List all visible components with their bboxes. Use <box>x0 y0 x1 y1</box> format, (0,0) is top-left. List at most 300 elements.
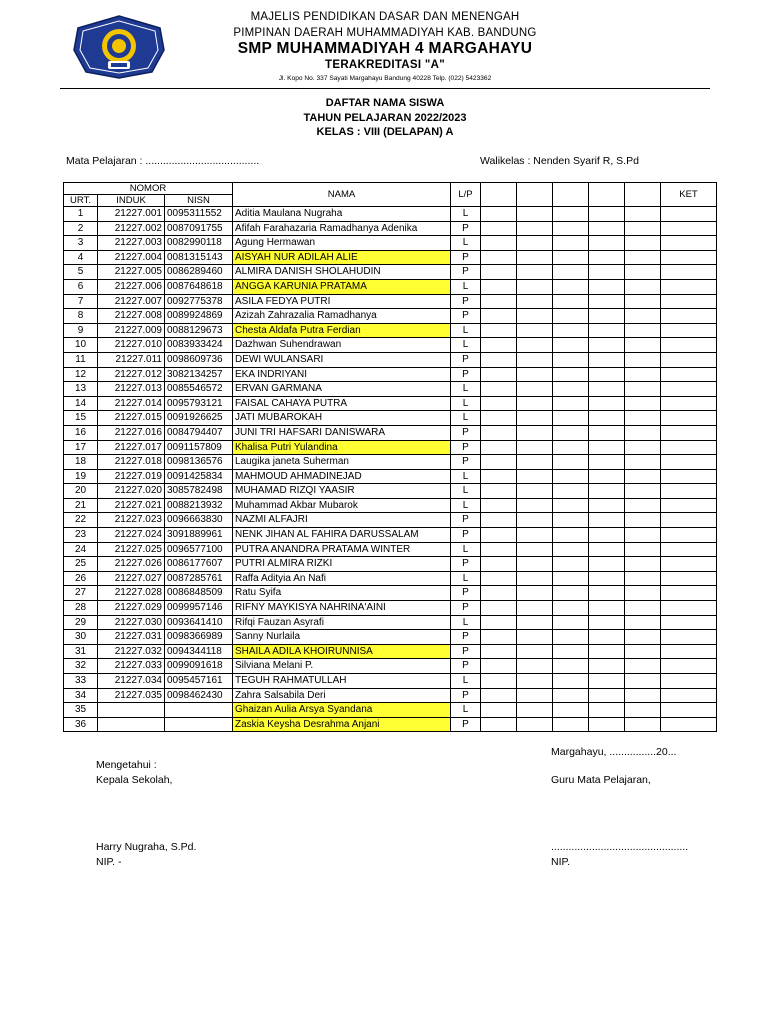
blank-cell <box>589 513 625 528</box>
table-row <box>64 615 717 630</box>
header-lp: L/P <box>451 183 481 207</box>
blank-cell <box>517 571 553 586</box>
gender-cell: P <box>451 367 481 382</box>
name-cell: Agung Hermawan <box>233 236 451 251</box>
table-row <box>64 411 717 426</box>
row-number: 25 <box>64 557 98 572</box>
table-row <box>64 338 717 353</box>
blank-cell <box>517 484 553 499</box>
blank-cell <box>589 352 625 367</box>
blank-cell <box>553 688 589 703</box>
ket-cell <box>661 396 717 411</box>
gender-cell: P <box>451 659 481 674</box>
teacher-name: ............................................... <box>551 841 689 853</box>
header-nama: NAMA <box>233 183 451 207</box>
gender-cell: L <box>451 323 481 338</box>
blank-cell <box>589 484 625 499</box>
blank-cell <box>481 630 517 645</box>
blank-cell <box>625 352 661 367</box>
ket-cell <box>661 455 717 470</box>
blank-cell <box>553 440 589 455</box>
nisn-cell: 0091425834 <box>165 469 233 484</box>
blank-cell <box>481 279 517 294</box>
name-cell: Afifah Farahazaria Ramadhanya Adenika <box>233 221 451 236</box>
blank-cell <box>517 688 553 703</box>
blank-cell <box>517 703 553 718</box>
gender-cell: L <box>451 469 481 484</box>
blank-cell <box>589 542 625 557</box>
blank-cell <box>589 659 625 674</box>
blank-cell <box>481 440 517 455</box>
induk-cell: 21227.028 <box>98 586 165 601</box>
row-number: 10 <box>64 338 98 353</box>
gender-cell: L <box>451 498 481 513</box>
row-number: 15 <box>64 411 98 426</box>
blank-cell <box>589 703 625 718</box>
nisn-cell <box>165 717 233 732</box>
blank-cell <box>553 615 589 630</box>
nisn-cell: 0086848509 <box>165 586 233 601</box>
induk-cell: 21227.029 <box>98 601 165 616</box>
header-urt: URT. <box>64 195 98 207</box>
table-row <box>64 382 717 397</box>
blank-cell <box>481 265 517 280</box>
nisn-cell: 0095793121 <box>165 396 233 411</box>
table-row <box>64 367 717 382</box>
row-number: 6 <box>64 279 98 294</box>
blank-cell <box>481 586 517 601</box>
blank-cell <box>625 425 661 440</box>
accreditation: TERAKREDITASI "A" <box>325 59 445 71</box>
name-cell: ALMIRA DANISH SHOLAHUDIN <box>233 265 451 280</box>
name-cell: AISYAH NUR ADILAH ALIE <box>233 250 451 265</box>
name-cell: NENK JIHAN AL FAHIRA DARUSSALAM <box>233 528 451 543</box>
gender-cell: L <box>451 207 481 222</box>
blank-cell <box>553 236 589 251</box>
blank-cell <box>517 338 553 353</box>
row-number: 23 <box>64 528 98 543</box>
blank-cell <box>517 236 553 251</box>
school-logo-icon <box>72 14 166 80</box>
doc-title: DAFTAR NAMA SISWA <box>325 97 445 109</box>
induk-cell: 21227.016 <box>98 425 165 440</box>
row-number: 27 <box>64 586 98 601</box>
table-row <box>64 674 717 689</box>
row-number: 13 <box>64 382 98 397</box>
name-cell: Sanny Nurlaila <box>233 630 451 645</box>
nisn-cell: 0095457161 <box>165 674 233 689</box>
gender-cell: P <box>451 513 481 528</box>
ket-cell <box>661 294 717 309</box>
row-number: 36 <box>64 717 98 732</box>
table-row <box>64 571 717 586</box>
header-line-2: PIMPINAN DAERAH MUHAMMADIYAH KAB. BANDUNG <box>233 27 537 39</box>
blank-cell <box>481 294 517 309</box>
blank-cell <box>589 309 625 324</box>
blank-cell <box>517 513 553 528</box>
gender-cell: P <box>451 425 481 440</box>
ket-cell <box>661 630 717 645</box>
ket-cell <box>661 542 717 557</box>
gender-cell: P <box>451 688 481 703</box>
blank-cell <box>517 455 553 470</box>
blank-cell <box>589 294 625 309</box>
ket-cell <box>661 236 717 251</box>
ket-cell <box>661 221 717 236</box>
induk-cell: 21227.021 <box>98 498 165 513</box>
blank-cell <box>553 674 589 689</box>
gender-cell: L <box>451 236 481 251</box>
header-blank <box>553 183 589 207</box>
blank-cell <box>517 352 553 367</box>
table-row <box>64 601 717 616</box>
table-row <box>64 469 717 484</box>
row-number: 4 <box>64 250 98 265</box>
induk-cell <box>98 717 165 732</box>
row-number: 26 <box>64 571 98 586</box>
ket-cell <box>661 498 717 513</box>
gender-cell: P <box>451 586 481 601</box>
blank-cell <box>517 396 553 411</box>
subject-field: Mata Pelajaran : ....................................... <box>66 155 260 167</box>
blank-cell <box>625 236 661 251</box>
row-number: 16 <box>64 425 98 440</box>
induk-cell: 21227.001 <box>98 207 165 222</box>
induk-cell: 21227.026 <box>98 557 165 572</box>
table-row <box>64 250 717 265</box>
induk-cell: 21227.018 <box>98 455 165 470</box>
ket-cell <box>661 440 717 455</box>
row-number: 11 <box>64 352 98 367</box>
blank-cell <box>481 528 517 543</box>
class-name: KELAS : VIII (DELAPAN) A <box>316 126 454 138</box>
name-cell: Zaskia Keysha Desrahma Anjani <box>233 717 451 732</box>
header-nomor: NOMOR <box>64 183 233 195</box>
row-number: 30 <box>64 630 98 645</box>
student-table <box>63 182 717 732</box>
blank-cell <box>589 207 625 222</box>
gender-cell: P <box>451 528 481 543</box>
header-blank <box>589 183 625 207</box>
blank-cell <box>481 367 517 382</box>
nisn-cell: 0098462430 <box>165 688 233 703</box>
induk-cell: 21227.013 <box>98 382 165 397</box>
blank-cell <box>481 411 517 426</box>
induk-cell: 21227.003 <box>98 236 165 251</box>
gender-cell: P <box>451 221 481 236</box>
blank-cell <box>589 557 625 572</box>
blank-cell <box>589 455 625 470</box>
nisn-cell: 0086177607 <box>165 557 233 572</box>
row-number: 2 <box>64 221 98 236</box>
ket-cell <box>661 367 717 382</box>
blank-cell <box>589 688 625 703</box>
principal-title: Kepala Sekolah, <box>96 774 173 786</box>
blank-cell <box>517 586 553 601</box>
blank-cell <box>481 455 517 470</box>
table-row <box>64 542 717 557</box>
row-number: 18 <box>64 455 98 470</box>
row-number: 22 <box>64 513 98 528</box>
blank-cell <box>553 352 589 367</box>
ket-cell <box>661 528 717 543</box>
row-number: 8 <box>64 309 98 324</box>
gender-cell: P <box>451 265 481 280</box>
blank-cell <box>625 294 661 309</box>
ket-cell <box>661 659 717 674</box>
induk-cell: 21227.007 <box>98 294 165 309</box>
blank-cell <box>625 688 661 703</box>
blank-cell <box>481 659 517 674</box>
table-row <box>64 323 717 338</box>
blank-cell <box>625 674 661 689</box>
table-row <box>64 630 717 645</box>
blank-cell <box>481 382 517 397</box>
gender-cell: L <box>451 396 481 411</box>
blank-cell <box>517 207 553 222</box>
gender-cell: P <box>451 250 481 265</box>
blank-cell <box>481 425 517 440</box>
ket-cell <box>661 674 717 689</box>
ket-cell <box>661 338 717 353</box>
blank-cell <box>517 557 553 572</box>
blank-cell <box>589 265 625 280</box>
name-cell: Laugika janeta Suherman <box>233 455 451 470</box>
blank-cell <box>553 659 589 674</box>
blank-cell <box>553 309 589 324</box>
name-cell: JATI MUBAROKAH <box>233 411 451 426</box>
gender-cell: L <box>451 703 481 718</box>
blank-cell <box>553 250 589 265</box>
blank-cell <box>589 221 625 236</box>
nisn-cell: 0089924869 <box>165 309 233 324</box>
blank-cell <box>553 644 589 659</box>
blank-cell <box>481 644 517 659</box>
gender-cell: L <box>451 615 481 630</box>
blank-cell <box>553 513 589 528</box>
blank-cell <box>517 630 553 645</box>
blank-cell <box>517 265 553 280</box>
blank-cell <box>625 513 661 528</box>
name-cell: SHAILA ADILA KHOIRUNNISA <box>233 644 451 659</box>
ket-cell <box>661 352 717 367</box>
name-cell: JUNI TRI HAFSARI DANISWARA <box>233 425 451 440</box>
induk-cell: 21227.010 <box>98 338 165 353</box>
blank-cell <box>553 571 589 586</box>
nisn-cell: 0084794407 <box>165 425 233 440</box>
blank-cell <box>517 323 553 338</box>
nisn-cell: 0099957146 <box>165 601 233 616</box>
blank-cell <box>625 309 661 324</box>
blank-cell <box>517 615 553 630</box>
nisn-cell: 0098136576 <box>165 455 233 470</box>
name-cell: FAISAL CAHAYA PUTRA <box>233 396 451 411</box>
blank-cell <box>625 717 661 732</box>
nisn-cell: 0094344118 <box>165 644 233 659</box>
blank-cell <box>625 440 661 455</box>
gender-cell: L <box>451 571 481 586</box>
table-row <box>64 309 717 324</box>
name-cell: PUTRA ANANDRA PRATAMA WINTER <box>233 542 451 557</box>
header-line-1: MAJELIS PENDIDIKAN DASAR DAN MENENGAH <box>250 11 520 23</box>
blank-cell <box>481 542 517 557</box>
row-number: 3 <box>64 236 98 251</box>
teacher-title: Guru Mata Pelajaran, <box>551 774 651 786</box>
ket-cell <box>661 279 717 294</box>
gender-cell: P <box>451 644 481 659</box>
gender-cell: L <box>451 542 481 557</box>
header-blank <box>517 183 553 207</box>
name-cell: Aditia Maulana Nugraha <box>233 207 451 222</box>
gender-cell: P <box>451 630 481 645</box>
blank-cell <box>553 294 589 309</box>
blank-cell <box>481 469 517 484</box>
name-cell: EKA INDRIYANI <box>233 367 451 382</box>
gender-cell: L <box>451 484 481 499</box>
name-cell: Ratu Syifa <box>233 586 451 601</box>
table-row <box>64 236 717 251</box>
blank-cell <box>481 615 517 630</box>
blank-cell <box>553 396 589 411</box>
table-row <box>64 279 717 294</box>
blank-cell <box>553 221 589 236</box>
ket-cell <box>661 601 717 616</box>
gender-cell: P <box>451 352 481 367</box>
blank-cell <box>625 659 661 674</box>
induk-cell: 21227.030 <box>98 615 165 630</box>
name-cell: DEWI WULANSARI <box>233 352 451 367</box>
blank-cell <box>517 542 553 557</box>
table-row <box>64 396 717 411</box>
blank-cell <box>517 411 553 426</box>
nisn-cell <box>165 703 233 718</box>
induk-cell: 21227.034 <box>98 674 165 689</box>
name-cell: Dazhwan Suhendrawan <box>233 338 451 353</box>
ket-cell <box>661 644 717 659</box>
induk-cell: 21227.032 <box>98 644 165 659</box>
ket-cell <box>661 484 717 499</box>
blank-cell <box>589 250 625 265</box>
blank-cell <box>481 309 517 324</box>
nisn-cell: 0096663830 <box>165 513 233 528</box>
name-cell: Azizah Zahrazalia Ramadhanya <box>233 309 451 324</box>
blank-cell <box>589 528 625 543</box>
blank-cell <box>481 513 517 528</box>
blank-cell <box>553 338 589 353</box>
acknowledged-label: Mengetahui : <box>96 759 157 771</box>
blank-cell <box>517 279 553 294</box>
blank-cell <box>517 674 553 689</box>
student-rows <box>64 207 717 732</box>
blank-cell <box>517 498 553 513</box>
table-row <box>64 703 717 718</box>
header-ket: KET <box>661 183 717 207</box>
ket-cell <box>661 207 717 222</box>
row-number: 12 <box>64 367 98 382</box>
induk-cell: 21227.012 <box>98 367 165 382</box>
gender-cell: P <box>451 601 481 616</box>
nisn-cell: 0098609736 <box>165 352 233 367</box>
blank-cell <box>517 659 553 674</box>
nisn-cell: 0085546572 <box>165 382 233 397</box>
nisn-cell: 3085782498 <box>165 484 233 499</box>
induk-cell: 21227.014 <box>98 396 165 411</box>
nisn-cell: 0082990118 <box>165 236 233 251</box>
table-row <box>64 455 717 470</box>
table-row <box>64 688 717 703</box>
table-row <box>64 207 717 222</box>
nisn-cell: 0086289460 <box>165 265 233 280</box>
table-row <box>64 528 717 543</box>
table-row <box>64 557 717 572</box>
ket-cell <box>661 615 717 630</box>
blank-cell <box>553 557 589 572</box>
induk-cell: 21227.033 <box>98 659 165 674</box>
blank-cell <box>625 265 661 280</box>
blank-cell <box>481 352 517 367</box>
name-cell: RIFNY MAYKISYA NAHRINA'AINI <box>233 601 451 616</box>
blank-cell <box>589 367 625 382</box>
blank-cell <box>625 571 661 586</box>
name-cell: NAZMI ALFAJRI <box>233 513 451 528</box>
blank-cell <box>625 207 661 222</box>
blank-cell <box>589 469 625 484</box>
induk-cell: 21227.008 <box>98 309 165 324</box>
row-number: 29 <box>64 615 98 630</box>
gender-cell: P <box>451 717 481 732</box>
blank-cell <box>625 367 661 382</box>
blank-cell <box>625 703 661 718</box>
induk-cell: 21227.025 <box>98 542 165 557</box>
academic-year: TAHUN PELAJARAN 2022/2023 <box>303 112 467 124</box>
nisn-cell: 0092775378 <box>165 294 233 309</box>
table-row <box>64 513 717 528</box>
table-row <box>64 221 717 236</box>
gender-cell: L <box>451 279 481 294</box>
nisn-cell: 0088129673 <box>165 323 233 338</box>
ket-cell <box>661 425 717 440</box>
row-number: 1 <box>64 207 98 222</box>
blank-cell <box>553 542 589 557</box>
nisn-cell: 3082134257 <box>165 367 233 382</box>
blank-cell <box>481 717 517 732</box>
nisn-cell: 0099091618 <box>165 659 233 674</box>
blank-cell <box>553 586 589 601</box>
blank-cell <box>553 528 589 543</box>
blank-cell <box>625 498 661 513</box>
school-name: SMP MUHAMMADIYAH 4 MARGAHAYU <box>237 40 533 57</box>
blank-cell <box>553 484 589 499</box>
ket-cell <box>661 717 717 732</box>
blank-cell <box>625 396 661 411</box>
blank-cell <box>553 382 589 397</box>
induk-cell: 21227.017 <box>98 440 165 455</box>
blank-cell <box>625 469 661 484</box>
blank-cell <box>517 601 553 616</box>
gender-cell: P <box>451 455 481 470</box>
blank-cell <box>481 338 517 353</box>
row-number: 14 <box>64 396 98 411</box>
blank-cell <box>553 498 589 513</box>
induk-cell: 21227.006 <box>98 279 165 294</box>
blank-cell <box>481 557 517 572</box>
blank-cell <box>481 498 517 513</box>
blank-cell <box>625 338 661 353</box>
blank-cell <box>481 236 517 251</box>
blank-cell <box>589 674 625 689</box>
nisn-cell: 0087285761 <box>165 571 233 586</box>
ket-cell <box>661 688 717 703</box>
